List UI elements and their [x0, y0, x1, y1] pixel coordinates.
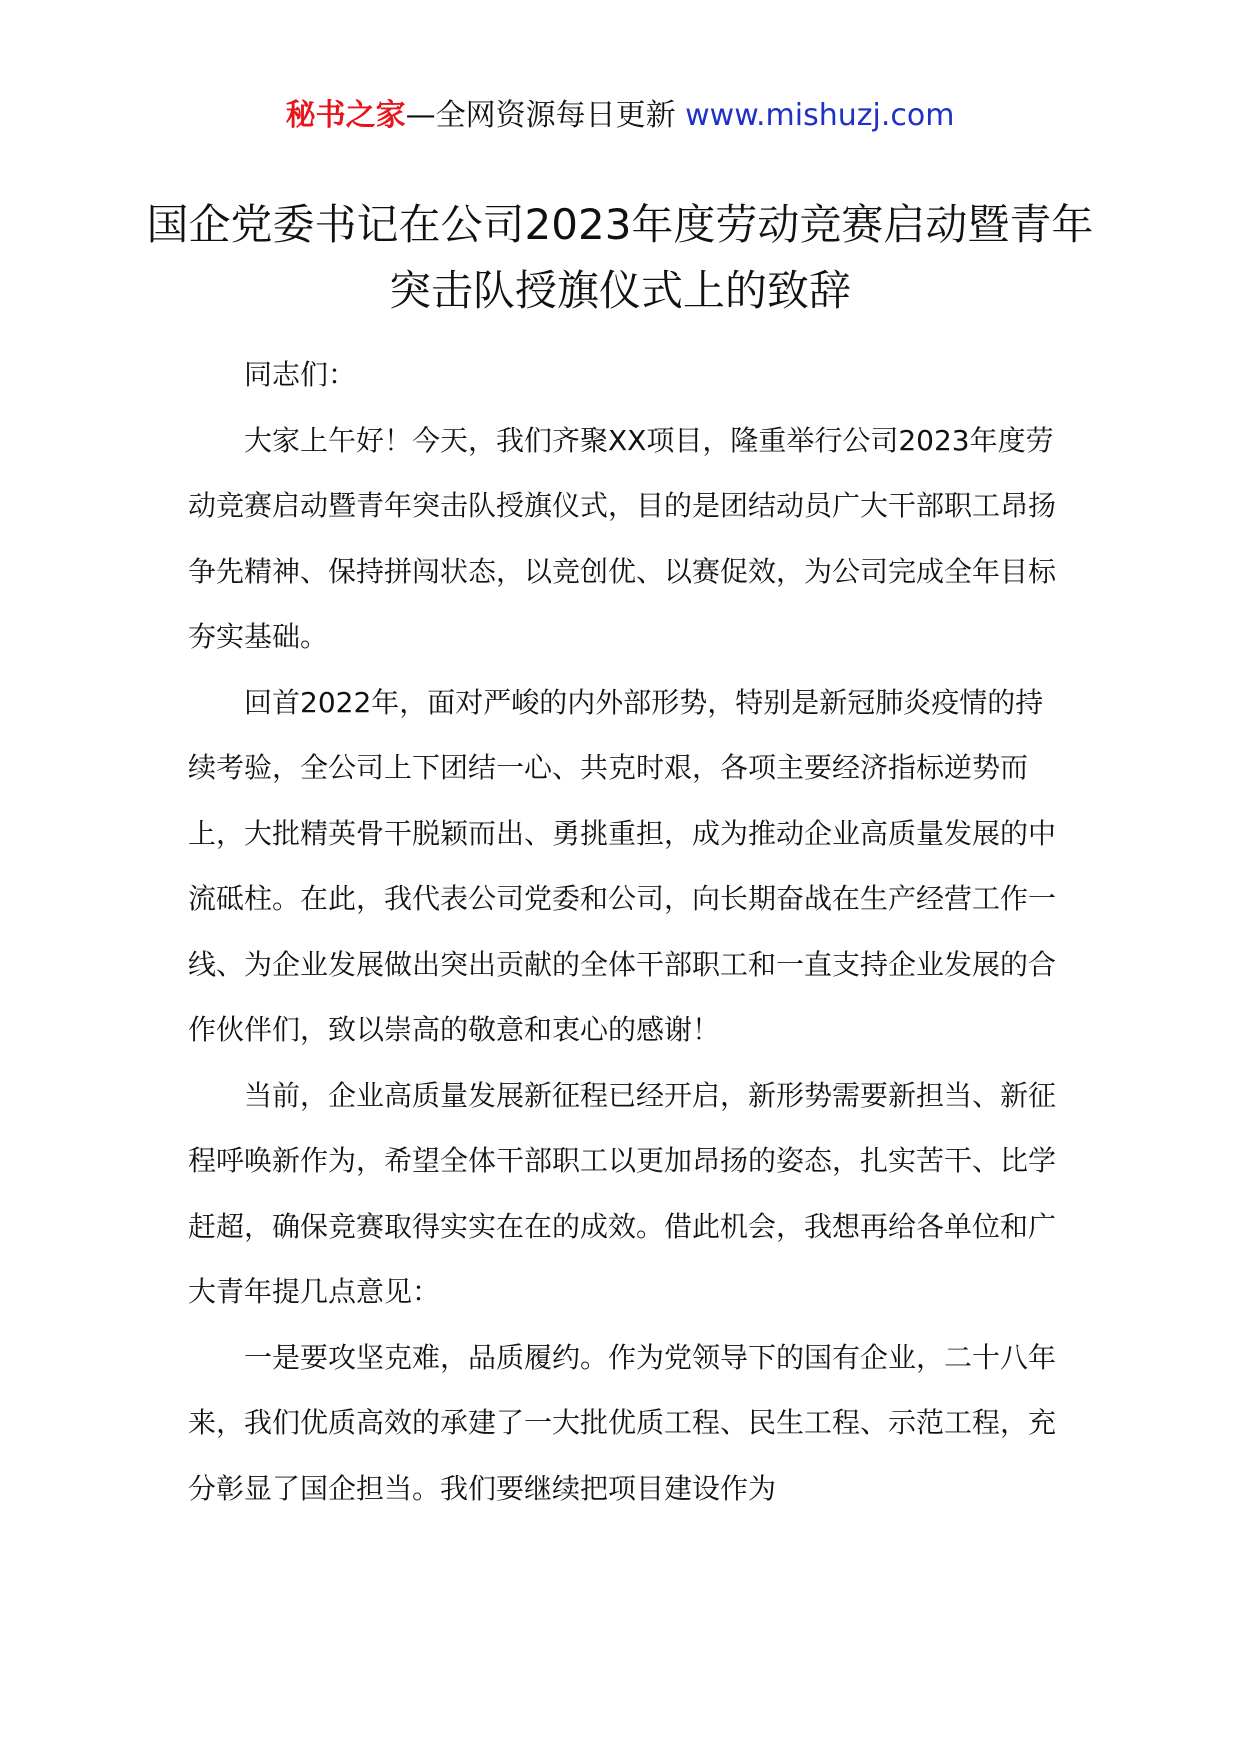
document-title: 国企党委书记在公司2023年度劳动竞赛启动暨青年突击队授旗仪式上的致辞 — [146, 200, 1094, 315]
body-paragraph: 回首2022年，面对严峻的内外部形势，特别是新冠肺炎疫情的持续考验，全公司上下团结一心、共克时艰，各项主要经济指标逆势而上，大批精英骨干脱颖而出、勇挑重担，成为推动企业高质量发展的中流砥柱。在此，我代表公司党委和公司，向长期奋战在生产经营工作一线、为企业发展做出突出贡献的全体干部职工和一直支持企业发展的合作伙伴们，致以崇高的敬意和衷心的感谢！ — [188, 685, 1057, 1046]
body-paragraph: 一是要攻坚克难，品质履约。作为党领导下的国有企业，二十八年来，我们优质高效的承建了一大批优质工程、民生工程、示范工程，充分彰显了国企担当。我们要继续把项目建设作为 — [188, 1340, 1057, 1505]
brand-name: 秘书之家 — [285, 98, 406, 133]
salutation: 同志们： — [244, 358, 357, 391]
site-tagline: —全网资源每日更新 — [405, 98, 676, 133]
site-header — [0, 96, 1240, 136]
site-url-link[interactable]: www.mishuzj.com — [685, 98, 955, 133]
body-paragraph: 大家上午好！今天，我们齐聚XX项目，隆重举行公司2023年度劳动竞赛启动暨青年突击队授旗仪式，目的是团结动员广大干部职工昂扬争先精神、保持拼闯状态，以竞创优、以赛促效，为公司完成全年目标夯实基础。 — [188, 423, 1057, 653]
body-paragraph: 当前，企业高质量发展新征程已经开启，新形势需要新担当、新征程呼唤新作为，希望全体干部职工以更加昂扬的姿态，扎实苦干、比学赶超，确保竞赛取得实实在在的成效。借此机会，我想再给各单位和广大青年提几点意见： — [188, 1078, 1057, 1308]
document-body — [188, 342, 1068, 1521]
